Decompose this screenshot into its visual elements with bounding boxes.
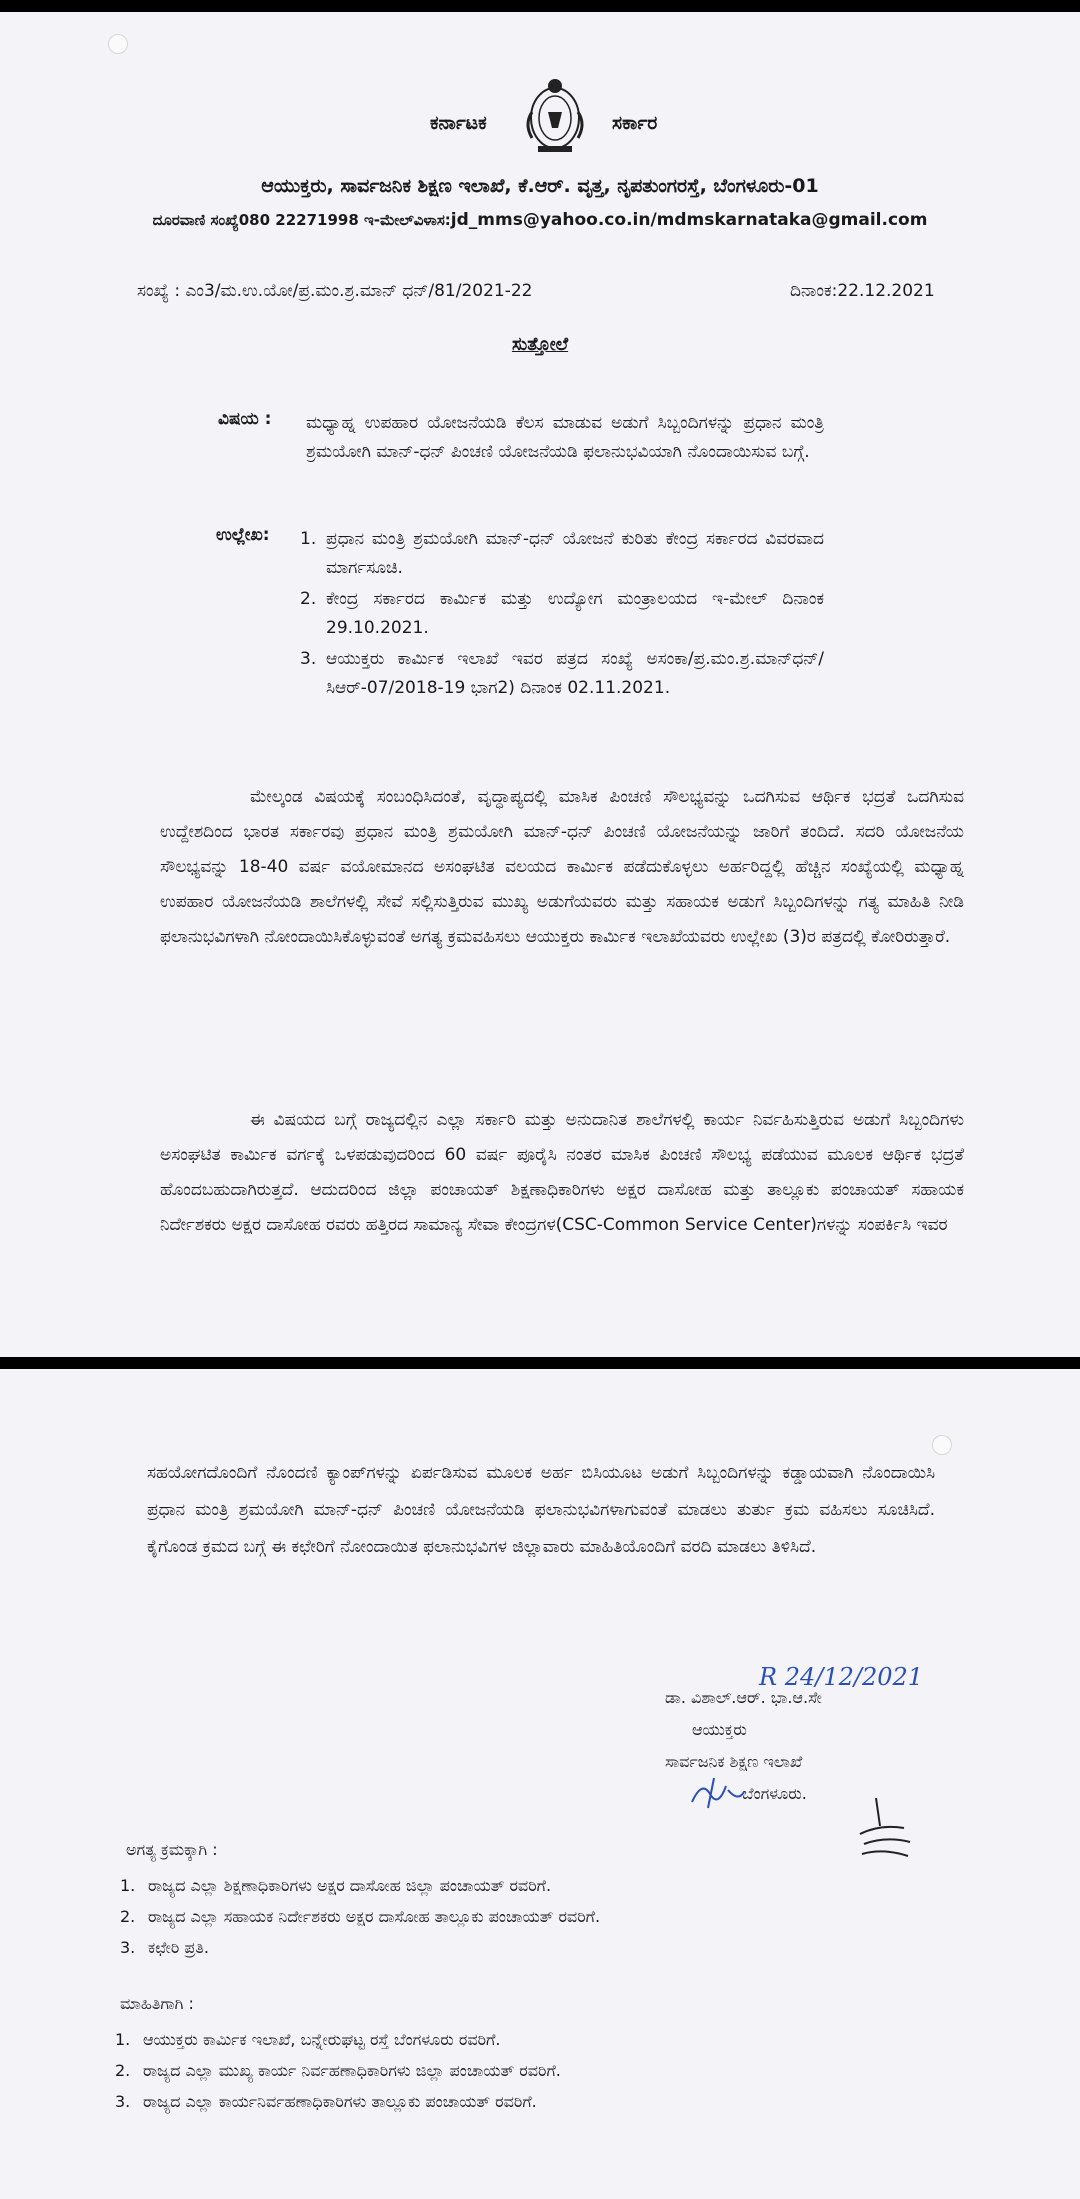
header-government: ಸರ್ಕಾರ (612, 112, 658, 134)
document-page-1 (0, 12, 1080, 1357)
body-paragraph-2: ಈ ವಿಷಯದ ಬಗ್ಗೆ ರಾಜ್ಯದಲ್ಲಿನ ಎಲ್ಲಾ ಸರ್ಕಾರಿ ಮತ್ತು ಅನುದಾನಿತ ಶಾಲೆಗಳಲ್ಲಿ ಕಾರ್ಯ ನಿರ್ವಹಿಸುತ್ತಿರುವ ಅಡುಗೆ ಸಿಬ್ಬಂದಿಗಳು ಅಸಂಘಟಿತ ಕಾರ್ಮಿಕ ವರ್ಗಕ್ಕೆ ಒಳಪಡುವುದರಿಂದ 60 ವರ್ಷ ಪೂರೈಸಿ ನಂತರ ಮಾಸಿಕ ಪಿಂಚಣಿ ಸೌಲಭ್ಯ ಪಡೆಯುವ ಮೂಲಕ ಆರ್ಥಿಕ ಭದ್ರತೆ ಹೊಂದಬಹುದಾಗಿರುತ್ತದೆ. ಆದುದರಿಂದ ಜಿಲ್ಲಾ ಪಂಚಾಯತ್ ಶಿಕ್ಷಣಾಧಿಕಾರಿಗಳು ಅಕ್ಷರ ದಾಸೋಹ ಮತ್ತು ತಾಲ್ಲೂಕು ಪಂಚಾಯತ್ ಸಹಾಯಕ ನಿರ್ದೇಶಕರು ಅಕ್ಷರ ದಾಸೋಹ ರವರು ಹತ್ತಿರದ ಸಾಮಾನ್ಯ ಸೇವಾ ಕೇಂದ್ರಗಳ(CSC-Common Service Center)ಗಳನ್ನು ಸಂಪರ್ಕಿಸಿ ಇವರ (160, 1110, 964, 1235)
list-item: 2. ರಾಜ್ಯದ ಎಲ್ಲಾ ಸಹಾಯಕ ನಿರ್ದೇಶಕರು ಅಕ್ಷರ ದಾಸೋಹ ತಾಲ್ಲೂಕು ಪಂಚಾಯತ್ ರವರಿಗೆ. (120, 1907, 601, 1926)
list-item: 1. ಪ್ರಧಾನ ಮಂತ್ರಿ ಶ್ರಮಯೋಗಿ ಮಾನ್-ಧನ್ ಯೋಜನೆ ಕುರಿತು ಕೇಂದ್ರ ಸರ್ಕಾರದ ವಿವರವಾದ ಮಾರ್ಗಸೂಚಿ. (300, 529, 824, 578)
page-separator (0, 1357, 1080, 1369)
page-title: ಸುತ್ತೋಲೆ (511, 334, 569, 355)
header-state: ಕರ್ನಾಟಕ (430, 112, 487, 134)
contact-line (0, 210, 1080, 230)
state-emblem-icon (518, 72, 592, 156)
contact-prefix: ದೂರವಾಣಿ ಸಂಖ್ಯೆ080 22271998 ಇ-ಮೇಲ್‌ವಿಳಾಸ: (152, 211, 451, 229)
signatory-name: ಡಾ. ವಿಶಾಲ್.ಆರ್. ಭಾ.ಆ.ಸೇ (665, 1688, 822, 1707)
initials-stamp-icon (850, 1796, 920, 1862)
office-address: ಆಯುಕ್ತರು, ಸಾರ್ವಜನಿಕ ಶಿಕ್ಷಣ ಇಲಾಖೆ, ಕೆ.ಆರ್. ವೃತ್ತ, ನೃಪತುಂಗರಸ್ತೆ, ಬೆಂಗಳೂರು-01 (261, 175, 819, 197)
top-border (0, 0, 1080, 12)
list-item: 1. ಆಯುಕ್ತರು ಕಾರ್ಮಿಕ ಇಲಾಖೆ, ಬನ್ನೇರುಘಟ್ಟ ರಸ್ತೆ ಬೆಂಗಳೂರು ರವರಿಗೆ. (115, 2030, 501, 2049)
body-paragraph-3: ಸಹಯೋಗದೊಂದಿಗೆ ನೊಂದಣಿ ಕ್ಯಾಂಪ್‌ಗಳನ್ನು ಏರ್ಪಡಿಸುವ ಮೂಲಕ ಅರ್ಹ ಬಿಸಿಯೂಟ ಅಡುಗೆ ಸಿಬ್ಬಂದಿಗಳನ್ನು ಕಡ್ಡಾಯವಾಗಿ ನೊಂದಾಯಿಸಿ ಪ್ರಧಾನ ಮಂತ್ರಿ ಶ್ರಮಯೋಗಿ ಮಾನ್-ಧನ್ ಪಿಂಚಣಿ ಯೋಜನೆಯಡಿ ಫಲಾನುಭವಿಗಳಾಗುವಂತೆ ಮಾಡಲು ತುರ್ತು ಕ್ರಮ ವಹಿಸಲು ಸೂಚಿಸಿದೆ. ಕೈಗೊಂಡ ಕ್ರಮದ ಬಗ್ಗೆ ಈ ಕಛೇರಿಗೆ ನೋಂದಾಯಿತ ಫಲಾನುಭವಿಗಳ ಜಿಲ್ಲಾವಾರು ಮಾಹಿತಿಯೊಂದಿಗೆ ವರದಿ ಮಾಡಲು ತಿಳಿಸಿದೆ. (147, 1463, 935, 1557)
signatory-city: ಬೆಂಗಳೂರು. (742, 1784, 807, 1803)
list-item: 3. ಆಯುಕ್ತರು ಕಾರ್ಮಿಕ ಇಲಾಖೆ ಇವರ ಪತ್ರದ ಸಂಖ್ಯೆ ಅಸಂಕಾ/ಪ್ರ.ಮಂ.ಶ್ರ.ಮಾನ್‌ಧನ್/ಸಿಆರ್-07/2018-19 ಭಾಗ2) ದಿನಾಂಕ 02.11.2021. (300, 649, 824, 698)
references-label: ಉಲ್ಲೇಖ: (216, 525, 270, 545)
subject-text: ಮಧ್ಯಾಹ್ನ ಉಪಹಾರ ಯೋಜನೆಯಡಿ ಕೆಲಸ ಮಾಡುವ ಅಡುಗೆ ಸಿಬ್ಬಂದಿಗಳನ್ನು ಪ್ರಧಾನ ಮಂತ್ರಿ ಶ್ರಮಯೋಗಿ ಮಾನ್-ಧನ್ ಪಿಂಚಣಿ ಯೋಜನೆಯಡಿ ಫಲಾನುಭವಿಯಾಗಿ ನೊಂದಾಯಿಸುವ ಬಗ್ಗೆ. (306, 413, 824, 462)
list-item: 3. ರಾಜ್ಯದ ಎಲ್ಲಾ ಕಾರ್ಯನಿರ್ವಹಣಾಧಿಕಾರಿಗಳು ತಾಲ್ಲೂಕು ಪಂಚಾಯತ್ ರವರಿಗೆ. (115, 2092, 537, 2111)
subject-label: ವಿಷಯ : (218, 409, 272, 429)
svg-text:R 24/12/2021: R 24/12/2021 (759, 1663, 924, 1691)
list-item: 3. ಕಛೇರಿ ಪ್ರತಿ. (120, 1938, 209, 1957)
references-list (300, 525, 824, 705)
reference-number: ಸಂಖ್ಯೆ : ಎಂ3/ಮ.ಉ.ಯೋ/ಪ್ರ.ಮಂ.ಶ್ರ.ಮಾನ್ ಧನ್/81/2021-22 (137, 281, 533, 301)
body-paragraph-1: ಮೇಲ್ಕಂಡ ವಿಷಯಕ್ಕೆ ಸಂಬಂಧಿಸಿದಂತೆ, ವೃದ್ಧಾಪ್ಯದಲ್ಲಿ ಮಾಸಿಕ ಪಿಂಚಣಿ ಸೌಲಭ್ಯವನ್ನು ಒದಗಿಸುವ ಆರ್ಥಿಕ ಭದ್ರತೆ ಒದಗಿಸುವ ಉದ್ದೇಶದಿಂದ ಭಾರತ ಸರ್ಕಾರವು ಪ್ರಧಾನ ಮಂತ್ರಿ ಶ್ರಮಯೋಗಿ ಮಾನ್-ಧನ್ ಪಿಂಚಣಿ ಯೋಜನೆಯನ್ನು ಜಾರಿಗೆ ತಂದಿದೆ. ಸದರಿ ಯೋಜನೆಯ ಸೌಲಭ್ಯವನ್ನು 18-40 ವರ್ಷ ವಯೋಮಾನದ ಅಸಂಘಟಿತ ವಲಯದ ಕಾರ್ಮಿಕ ಪಡೆದುಕೊಳ್ಳಲು ಅರ್ಹರಿದ್ದಲ್ಲಿ ಹೆಚ್ಚಿನ ಸಂಖ್ಯೆಯಲ್ಲಿ ಮಧ್ಯಾಹ್ನ ಉಪಹಾರ ಯೋಜನೆಯಡಿ ಶಾಲೆಗಳಲ್ಲಿ ಸೇವೆ ಸಲ್ಲಿಸುತ್ತಿರುವ ಮುಖ್ಯ ಅಡುಗೆಯವರು ಮತ್ತು ಸಹಾಯಕ ಅಡುಗೆ ಸಿಬ್ಬಂದಿಗಳನ್ನು ಗತ್ಯ ಮಾಹಿತಿ ನೀಡಿ ಫಲಾನುಭವಿಗಳಾಗಿ ನೋಂದಾಯಿಸಿಕೊಳ್ಳುವಂತೆ ಅಗತ್ಯ ಕ್ರಮವಹಿಸಲು ಆಯುಕ್ತರು ಕಾರ್ಮಿಕ ಇಲಾಖೆಯವರು ಉಲ್ಲೇಖ (3)ರ ಪತ್ರದಲ್ಲಿ ಕೋರಿರುತ್ತಾರೆ. (160, 787, 964, 947)
info-list (115, 2024, 561, 2117)
circular-date: ದಿನಾಂಕ:22.12.2021 (790, 281, 935, 301)
signatory-designation: ಆಯುಕ್ತರು (692, 1720, 747, 1739)
list-item: 1. ರಾಜ್ಯದ ಎಲ್ಲಾ ಶಿಕ್ಷಣಾಧಿಕಾರಿಗಳು ಅಕ್ಷರ ದಾಸೋಹ ಜಿಲ್ಲಾ ಪಂಚಾಯತ್ ರವರಿಗೆ. (120, 1876, 552, 1895)
action-list (120, 1870, 600, 1963)
email-addresses: jd_mms@yahoo.co.in/mdmskarnataka@gmail.com (450, 210, 928, 230)
list-item: 2. ಕೇಂದ್ರ ಸರ್ಕಾರದ ಕಾರ್ಮಿಕ ಮತ್ತು ಉದ್ಯೋಗ ಮಂತ್ರಾಲಯದ ಇ-ಮೇಲ್ ದಿನಾಂಕ 29.10.2021. (300, 589, 824, 638)
info-list-heading: ಮಾಹಿತಿಗಾಗಿ : (120, 1994, 194, 2013)
punch-hole (108, 34, 128, 54)
action-list-heading: ಅಗತ್ಯ ಕ್ರಮಕ್ಕಾಗಿ : (126, 1840, 218, 1859)
punch-hole (932, 1435, 952, 1455)
list-item: 2. ರಾಜ್ಯದ ಎಲ್ಲಾ ಮುಖ್ಯ ಕಾರ್ಯ ನಿರ್ವಹಣಾಧಿಕಾರಿಗಳು ಜಿಲ್ಲಾ ಪಂಚಾಯತ್ ರವರಿಗೆ. (115, 2061, 561, 2080)
signatory-department: ಸಾರ್ವಜನಿಕ ಶಿಕ್ಷಣ ಇಲಾಖೆ (665, 1752, 803, 1771)
signature-scribble-icon (688, 1772, 748, 1812)
